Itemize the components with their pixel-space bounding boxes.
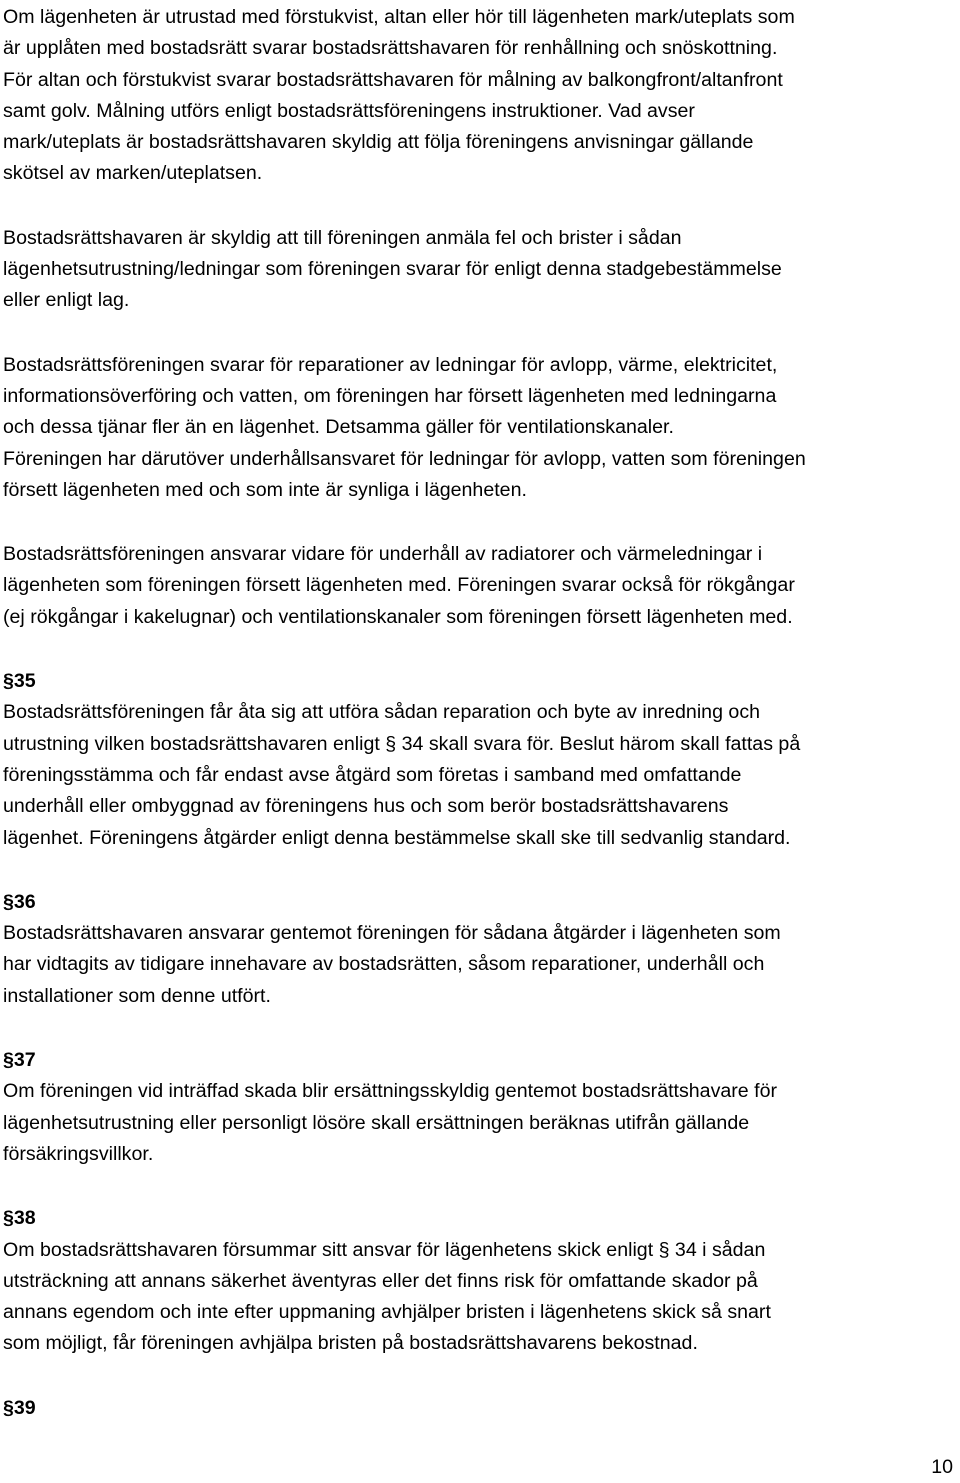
section-body <box>3 1076 955 1170</box>
section-body <box>3 1235 955 1360</box>
section-body <box>3 697 955 853</box>
section-heading: §39 <box>3 1396 36 1419</box>
text-line: har vidtagits av tidigare innehavare av bostadsrätten, såsom reparationer, underhåll och <box>3 953 765 976</box>
text-line: eller enligt lag. <box>3 289 130 312</box>
text-line: Om lägenheten är utrustad med förstukvist, altan eller hör till lägenheten mark/uteplats som <box>3 6 795 28</box>
text-line: Bostadsrättsföreningen svarar för reparationer av ledningar för avlopp, värme, elektricitet, <box>3 353 778 376</box>
paragraph <box>3 350 955 506</box>
text-line: Föreningen har därutöver underhållsansvaret för ledningar för avlopp, vatten som föreningen <box>3 447 806 470</box>
section-heading: §37 <box>3 1049 36 1072</box>
paragraph <box>3 223 955 317</box>
text-line: lägenhet. Föreningens åtgärder enligt denna bestämmelse skall ske till sedvanlig standard. <box>3 826 791 849</box>
text-line: installationer som denne utfört. <box>3 984 271 1007</box>
text-line: annans egendom och inte efter uppmaning avhjälper bristen i lägenhetens skick så snart <box>3 1301 771 1324</box>
text-line: Bostadsrättshavaren ansvarar gentemot föreningen för sådana åtgärder i lägenheten som <box>3 922 781 945</box>
text-line: informationsöverföring och vatten, om föreningen har försett lägenheten med ledningarna <box>3 384 777 407</box>
page-number: 10 <box>931 1456 953 1478</box>
text-line: är upplåten med bostadsrätt svarar bostadsrättshavaren för renhållning och snöskottning. <box>3 37 778 60</box>
text-line: Bostadsrättsföreningen får åta sig att utföra sådan reparation och byte av inredning och <box>3 701 761 724</box>
text-line: lägenhetsutrustning eller personligt lösöre skall ersättningen beräknas utifrån gällande <box>3 1111 750 1134</box>
paragraph <box>3 2 955 190</box>
text-line: utsträckning att annans säkerhet äventyras eller det finns risk för omfattande skador på <box>3 1269 758 1292</box>
text-line: underhåll eller ombyggnad av föreningens hus och som berör bostadsrättshavarens <box>3 795 729 818</box>
text-line: För altan och förstukvist svarar bostadsrättshavaren för målning av balkongfront/altanfront <box>3 68 783 91</box>
text-line: som möjligt, får föreningen avhjälpa bristen på bostadsrättshavarens bekostnad. <box>3 1332 698 1355</box>
paragraph <box>3 539 955 633</box>
text-line: försett lägenheten med och som inte är synliga i lägenheten. <box>3 478 527 501</box>
text-line: samt golv. Målning utförs enligt bostadsrättsföreningens instruktioner. Vad avser <box>3 99 695 122</box>
text-line: mark/uteplats är bostadsrättshavaren skyldig att följa föreningens anvisningar gällande <box>3 131 754 154</box>
section-body <box>3 918 955 1012</box>
text-line: försäkringsvillkor. <box>3 1142 154 1165</box>
text-line: Bostadsrättshavaren är skyldig att till föreningen anmäla fel och brister i sådan <box>3 226 682 249</box>
text-line: Om bostadsrättshavaren försummar sitt ansvar för lägenhetens skick enligt § 34 i sådan <box>3 1238 766 1261</box>
text-line: lägenheten som föreningen försett lägenheten med. Föreningen svarar också för rökgångar <box>3 574 795 597</box>
document-page <box>3 2 955 1424</box>
section-heading: §38 <box>3 1207 36 1230</box>
text-line: Om föreningen vid inträffad skada blir ersättningsskyldig gentemot bostadsrättshavare för <box>3 1080 778 1103</box>
section-heading: §35 <box>3 670 36 693</box>
text-line: och dessa tjänar fler än en lägenhet. Detsamma gäller för ventilationskanaler. <box>3 416 674 439</box>
section-heading: §36 <box>3 890 36 913</box>
text-line: utrustning vilken bostadsrättshavaren enligt § 34 skall svara för. Beslut härom skall fattas på <box>3 732 801 755</box>
text-line: (ej rökgångar i kakelugnar) och ventilationskanaler som föreningen försett lägenheten med. <box>3 605 793 628</box>
text-line: föreningsstämma och får endast avse åtgärd som företas i samband med omfattande <box>3 763 742 786</box>
text-line: Bostadsrättsföreningen ansvarar vidare för underhåll av radiatorer och värmeledningar i <box>3 543 763 566</box>
text-line: skötsel av marken/uteplatsen. <box>3 162 263 185</box>
text-line: lägenhetsutrustning/ledningar som föreningen svarar för enligt denna stadgebestämmelse <box>3 258 782 281</box>
